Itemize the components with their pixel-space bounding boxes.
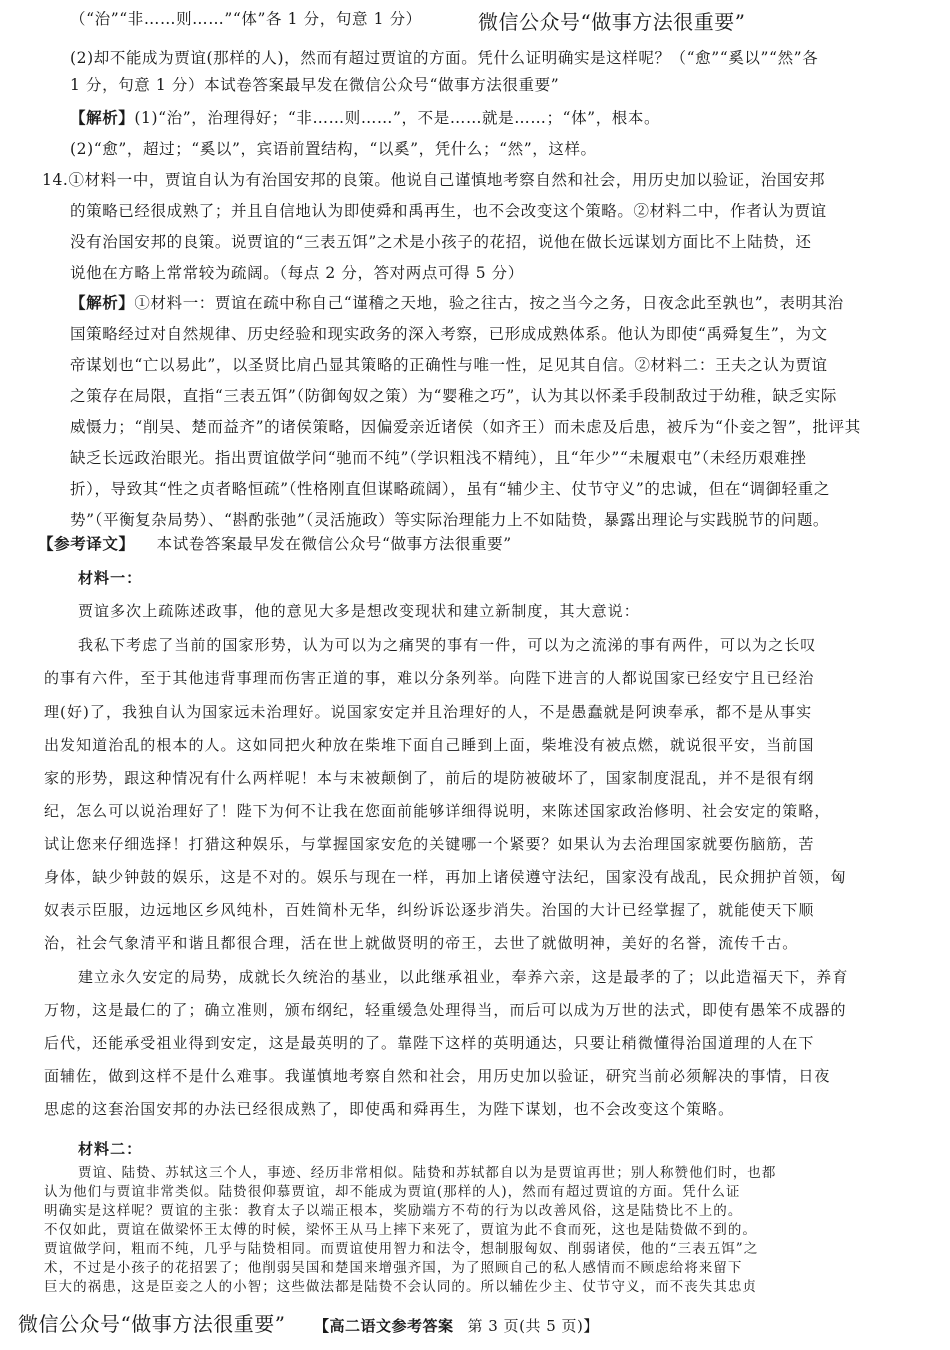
material-one-line: 贾谊多次上疏陈述政事，他的意见大多是想改变现状和建立新制度，其大意说：: [78, 602, 640, 620]
q14-analysis-line: 缺乏长远政治眼光。指出贾谊做学问“驰而不纯”（学识粗浅不精纯），且“年少”“未履艰屯”（未经历艰难挫: [70, 449, 807, 467]
q14-analysis-line: 折），导致其“性之贞者略恒疏”（性格刚直但谋略疏阔），虽有“辅少主、仗节守义”的忠诚，但在“调御轻重之: [70, 480, 830, 498]
material-one-line: 试让您来仔细选择！打猎这种娱乐，与掌握国家安危的关键哪一个紧要？如果认为去治理国家就要伤脑筋，苦: [44, 835, 815, 853]
material-one-line: 奴表示臣服，边远地区乡风纯朴，百姓简朴无华，纠纷诉讼逐步消失。治国的大计已经掌握了，就能使天下顺: [44, 901, 815, 919]
analysis-text: (1)“治”，治理得好；“非……则……”，不是……就是……；“体”，根本。: [134, 109, 661, 127]
translation-label: 【参考译文】: [38, 534, 135, 553]
material-one-line: 理(好)了，我独自认为国家远未治理好。说国家安定并且治理好的人，不是愚蠢就是阿谀奉承，都不是从事实: [44, 703, 813, 721]
material-two-line: 不仅如此，贾谊在做梁怀王太傅的时候，梁怀王从马上摔下来死了，贾谊为此不食而死，这也是陆贽做不到的。: [44, 1222, 757, 1238]
material-one-line: 治，社会气象清平和谐且都很合理，活在世上就做贤明的帝王，去世了就做明神，美好的名誉，流传千古。: [44, 934, 799, 952]
material-one-line: 的事有六件，至于其他违背事理而伤害正道的事，难以分条列举。向陛下进言的人都说国家已经安宁且已经治: [44, 669, 815, 687]
material-one-line: 万物，这是最仁的了；确立准则，颁布纲纪，轻重缓急处理得当，而后可以成为万世的法式，即使有愚笨不成器的: [44, 1001, 847, 1019]
q14-analysis-first: [70, 292, 844, 314]
q14-analysis-line: 国策略经过对自然规律、历史经验和现实政务的深入考察，已形成成熟体系。他认为即使“禹舜复生”，为文: [70, 325, 828, 343]
q13-analysis-1: [70, 107, 660, 129]
q14-analysis-line: 势”（平衡复杂局势）、“斟酌张弛”（灵活施政）等实际治理能力上不如陆贽，暴露出理论与实践脱节的问题。: [70, 511, 830, 529]
material-one-line: 我私下考虑了当前的国家形势，认为可以为之痛哭的事有一件，可以为之流涕的事有两件，可以为之长叹: [78, 636, 817, 654]
material-one-line: 纪，怎么可以说治理好了！陛下为何不让我在您面前能够详细得说明，来陈述国家政治修明、社会安定的策略，: [44, 802, 831, 820]
analysis-text: ①材料一：贾谊在疏中称自己“谨稽之天地，验之往古，按之当今之务，日夜念此至孰也”，表明其治: [134, 294, 844, 312]
material-two-line: 明确实是这样呢？贾谊的主张：教育太子以端正根本，奖励端方不苟的行为以改善风俗，这是陆贽比不上的。: [44, 1203, 743, 1219]
page-footer: [314, 1315, 599, 1336]
material-one-line: 思虑的这套治国安邦的办法已经很成熟了，即使禹和舜再生，为陛下谋划，也不会改变这个策略。: [44, 1100, 735, 1118]
watermark-bottom: 微信公众号“做事方法很重要”: [18, 1312, 286, 1336]
q14-answer-line: 14.①材料一中，贾谊自认为有治国安邦的良策。他说自己谨慎地考察自然和社会，用历史加以验证，治国安邦: [42, 171, 826, 189]
q13-answer-2-line2: 1 分，句意 1 分）本试卷答案最早发在微信公众号“做事方法很重要”: [70, 76, 560, 94]
material-one-line: 建立永久安定的局势，成就长久统治的基业，以此继承祖业，奉养六亲，这是最孝的了；以此造福天下，养育: [78, 968, 849, 986]
material-one-line: 后代，还能承受祖业得到安定，这是最英明的了。靠陛下这样的英明通达，只要让稍微懂得治国道理的人在下: [44, 1034, 815, 1052]
q13-scoring-note: （“治”“非……则……”“体”各 1 分，句意 1 分）: [70, 10, 422, 28]
material-one-line: 出发知道治乱的根本的人。这如同把火种放在柴堆下面自己睡到上面，柴堆没有被点燃，就说很平安，当前国: [44, 736, 815, 754]
material-one-line: 身体，缺少钟鼓的娱乐，这是不对的。娱乐与现在一样，再加上诸侯遵守法纪，国家没有战乱，民众拥护首领，匈: [44, 868, 847, 886]
material-one-title: 材料一：: [78, 569, 143, 587]
q14-answer-line: 说他在方略上常常较为疏阔。（每点 2 分，答对两点可得 5 分）: [70, 264, 524, 282]
material-two-line: 术，不过是小孩子的花招罢了；他削弱吴国和楚国来增强齐国，为了照顾自己的私人感情而不顾虑给将来留下: [44, 1260, 743, 1276]
q13-analysis-2: (2)“愈”，超过；“奚以”，宾语前置结构，“以奚”，凭什么；“然”，这样。: [70, 140, 597, 158]
material-two-title: 材料二：: [78, 1140, 143, 1158]
watermark-top: 微信公众号“做事方法很重要”: [478, 10, 746, 34]
q14-analysis-line: 之策存在局限，直指“三表五饵”（防御匈奴之策）为“婴稚之巧”，认为其以怀柔手段制敌过于幼稚，缺乏实际: [70, 387, 837, 405]
footer-page-number: 第 3 页(共 5 页)】: [467, 1317, 599, 1335]
material-two-line: 贾谊、陆贽、苏轼这三个人，事迹、经历非常相似。陆贽和苏轼都自以为是贾谊再世；别人称赞他们时，也都: [78, 1165, 777, 1181]
material-two-line: 巨大的祸患，这是臣妾之人的小智；这些做法都是陆贽不会认同的。所以辅佐少主、仗节守义，而不丧失其忠贞: [44, 1279, 757, 1295]
translation-header: [38, 533, 512, 555]
q14-analysis-line: 帝谋划也“亡以易此”，以圣贤比肩凸显其策略的正确性与唯一性，足见其自信。②材料二：王夫之认为贾谊: [70, 356, 828, 374]
q14-answer-line: 没有治国安邦的良策。说贾谊的“三表五饵”之术是小孩子的花招，说他在做长远谋划方面比不上陆贽，还: [70, 233, 812, 251]
material-one-line: 面辅佐，做到这样不是什么难事。我谨慎地考察自然和社会，用历史加以验证，研究当前必须解决的事情，日夜: [44, 1067, 831, 1085]
translation-note: 本试卷答案最早发在微信公众号“做事方法很重要”: [156, 535, 512, 553]
analysis-label: 【解析】: [70, 293, 135, 312]
q13-answer-2-line1: (2)却不能成为贾谊(那样的人)，然而有超过贾谊的方面。凭什么证明确实是这样呢？（“愈”“奚以”“然”各: [70, 49, 819, 67]
material-two-line: 认为他们与贾谊非常类似。陆贽很仰慕贾谊，却不能成为贾谊(那样的人)，然而有超过贾谊的方面。凭什么证: [44, 1184, 741, 1200]
material-two-line: 贾谊做学问，粗而不纯，几乎与陆贽相同。而贾谊使用智力和法令，想制服匈奴、削弱诸侯，他的“三表五饵”之: [44, 1241, 759, 1257]
material-one-line: 家的形势，跟这种情况有什么两样呢！本与末被颠倒了，前后的堤防被破坏了，国家制度混乱，并不是很有纲: [44, 769, 815, 787]
analysis-label: 【解析】: [70, 108, 135, 127]
q14-analysis-line: 威慑力；“削吴、楚而益齐”的诸侯策略，因偏爱亲近诸侯（如齐王）而未虑及后患，被斥为“仆妾之智”，批评其: [70, 418, 861, 436]
footer-title: 【高二语文参考答案: [314, 1317, 454, 1335]
q14-answer-line: 的策略已经很成熟了；并且自信地认为即使舜和禹再生，也不会改变这个策略。②材料二中，作者认为贾谊: [70, 202, 827, 220]
